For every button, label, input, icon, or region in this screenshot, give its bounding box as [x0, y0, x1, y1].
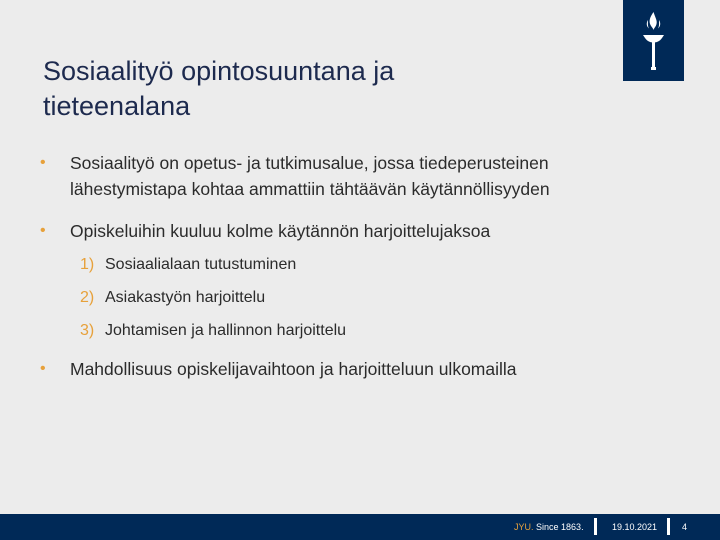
university-logo [623, 0, 684, 81]
footer-divider [594, 518, 597, 535]
bullet-text-line1: Sosiaalityö on opetus- ja tutkimusalue, jossa tiedeperusteinen [70, 153, 549, 173]
footer-page-number: 4 [682, 522, 688, 532]
bullet-item [40, 150, 680, 202]
sub-list-item [40, 287, 680, 309]
bullet-dot: • [40, 360, 46, 377]
slide-title-line1: Sosiaalityö opintosuuntana ja [43, 56, 395, 86]
sub-item-number: 3) [80, 322, 95, 339]
footer-divider [667, 518, 670, 535]
bullet-text-line2: lähestymistapa kohtaa ammattiin tähtäävän käytännöllisyyden [70, 179, 550, 199]
slide-title [43, 54, 583, 124]
bullet-text-line1: Mahdollisuus opiskelijavaihtoon ja harjoitteluun ulkomailla [70, 359, 517, 379]
bullet-item [40, 356, 680, 382]
bullet-dot: • [40, 222, 46, 239]
sub-item-text: Johtamisen ja hallinnon harjoittelu [105, 322, 347, 339]
slide-title-line2: tieteenalana [43, 91, 191, 121]
sub-item-text: Sosiaalialaan tutustuminen [105, 256, 297, 273]
sub-list-item [40, 254, 680, 276]
bullet-item [40, 218, 680, 244]
footer-since: Since 1863. [536, 522, 584, 532]
slide-body [40, 150, 680, 382]
sub-item-number: 1) [80, 256, 95, 273]
bullet-text-line1: Opiskeluihin kuuluu kolme käytännön harjoittelujaksoa [70, 221, 491, 241]
footer-bar [0, 514, 720, 540]
footer-brand [514, 522, 584, 532]
bullet-dot: • [40, 154, 46, 171]
sub-list-item [40, 320, 680, 342]
sub-item-number: 2) [80, 289, 95, 306]
torch-icon [623, 0, 684, 81]
footer-date: 19.10.2021 [612, 522, 658, 532]
sub-item-text: Asiakastyön harjoittelu [105, 289, 266, 306]
footer-jyu: JYU. [514, 522, 534, 532]
